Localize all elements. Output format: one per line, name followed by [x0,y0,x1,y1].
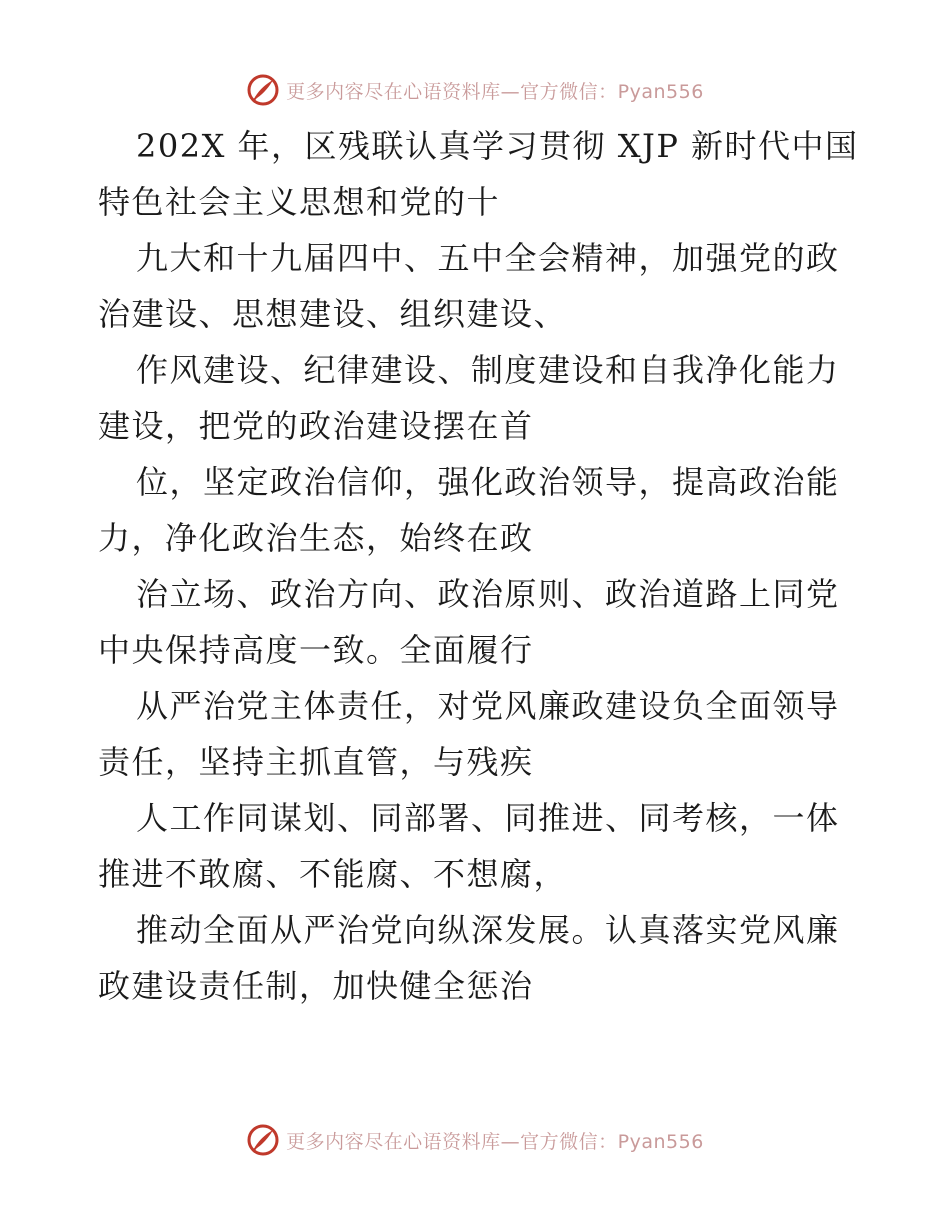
quill-logo-icon [246,73,280,107]
paragraph-line: 治建设、思想建设、组织建设、 [98,295,568,333]
quill-logo-icon [246,1123,280,1157]
paragraph-line: 中央保持高度一致。全面履行 [98,631,534,669]
paragraph-line: 作风建设、纪律建设、制度建设和自我净化能力 [136,351,840,389]
paragraph-line: 202X 年，区残联认真学习贯彻 XJP 新时代中国 [136,127,859,165]
paragraph [98,902,858,1014]
paragraph-line: 九大和十九届四中、五中全会精神，加强党的政 [136,239,840,277]
header-watermark [0,70,950,110]
watermark-text: 更多内容尽在心语资料库—官方微信：Pyan556 [286,80,704,103]
paragraph [98,566,858,678]
paragraph-line: 力，净化政治生态，始终在政 [98,519,534,557]
paragraph-line: 推动全面从严治党向纵深发展。认真落实党风廉 [136,911,840,949]
paragraph [98,678,858,790]
paragraph-line: 推进不敢腐、不能腐、不想腐， [98,855,568,893]
paragraph-line: 政建设责任制，加快健全惩治 [98,967,534,1005]
paragraph-line: 位，坚定政治信仰，强化政治领导，提高政治能 [136,463,840,501]
paragraph-line: 治立场、政治方向、政治原则、政治道路上同党 [136,575,840,613]
footer-watermark [0,1120,950,1160]
paragraph [98,790,858,902]
paragraph [98,342,858,454]
paragraph-line: 责任，坚持主抓直管，与残疾 [98,743,534,781]
paragraph-line: 人工作同谋划、同部署、同推进、同考核，一体 [136,799,840,837]
paragraph-line: 特色社会主义思想和党的十 [98,183,501,221]
watermark-text: 更多内容尽在心语资料库—官方微信：Pyan556 [286,1130,704,1153]
document-body [98,118,858,1014]
paragraph [98,118,858,230]
paragraph-line: 从严治党主体责任，对党风廉政建设负全面领导 [136,687,840,725]
paragraph [98,454,858,566]
paragraph [98,230,858,342]
paragraph-line: 建设，把党的政治建设摆在首 [98,407,534,445]
